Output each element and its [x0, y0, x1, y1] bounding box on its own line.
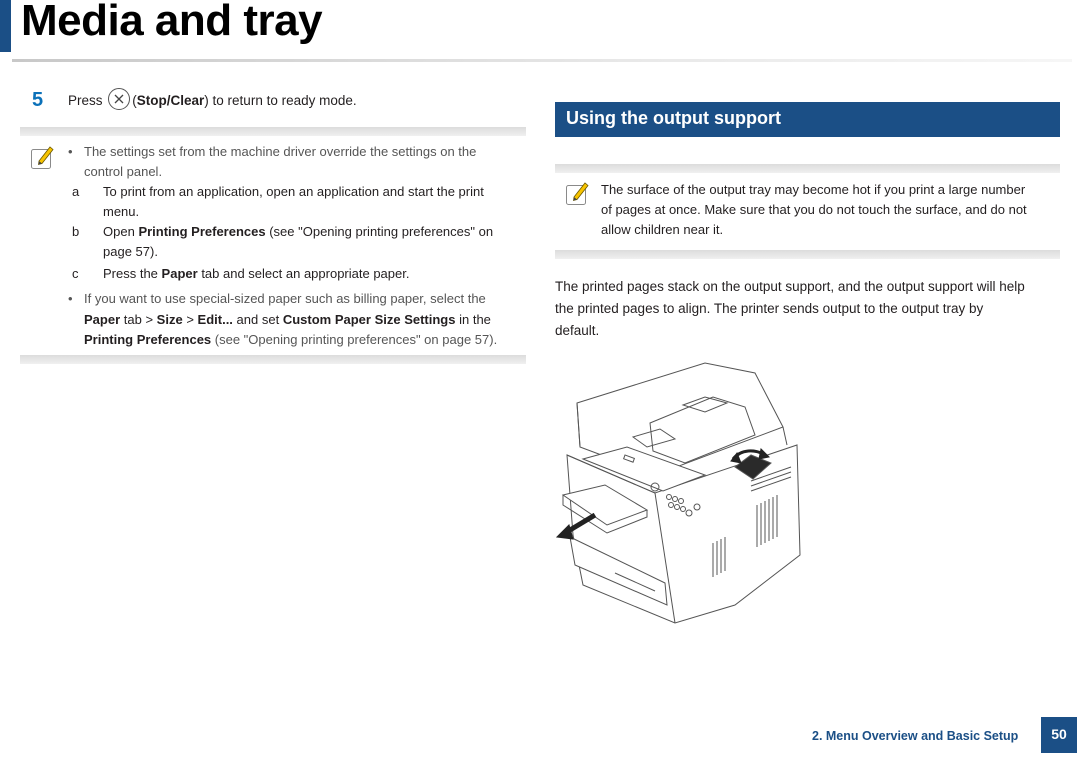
- note-sub-b: b Open Printing Preferences (see "Opening printing preferences" on: [72, 224, 494, 239]
- note-bullet-1-cont: control panel.: [84, 164, 163, 179]
- stop-clear-label: Stop/Clear: [136, 93, 205, 108]
- body-line-3: default.: [555, 323, 600, 338]
- note2-top-band: [555, 164, 1060, 173]
- note-pencil-icon: [565, 180, 591, 206]
- note-bullet-2: • If you want to use special-sized paper such as billing paper, select the: [68, 291, 486, 306]
- step-5: [20, 86, 530, 110]
- note2-line-2: of pages at once. Make sure that you do not touch the surface, and do not: [601, 202, 1027, 217]
- step-number: 5: [32, 89, 44, 111]
- body-paragraph: [555, 276, 1060, 342]
- note2-line-1: The surface of the output tray may become hot if you print a large number: [601, 182, 1026, 197]
- step-text: Press (Stop/Clear) to return to ready mode.: [68, 88, 357, 110]
- title-accent-bar: [0, 0, 11, 52]
- note-bottom-band: [20, 355, 526, 364]
- note-pencil-icon: [30, 144, 56, 170]
- title-rule: [12, 59, 1072, 62]
- note-sub-c: c Press the Paper tab and select an appropriate paper.: [72, 266, 410, 281]
- page-title: Media and tray: [21, 0, 323, 45]
- step-press: Press: [68, 93, 103, 108]
- note2-bottom-band: [555, 250, 1060, 259]
- note-box-settings: [20, 127, 526, 365]
- section-header: [555, 102, 1060, 137]
- note-sub-a: a To print from an application, open an application and start the print: [72, 184, 484, 199]
- note-bullet-1: • The settings set from the machine driver override the settings on the: [68, 144, 477, 159]
- section-title: Using the output support: [566, 108, 781, 128]
- page-number-badge: [1041, 717, 1077, 753]
- body-line-1: The printed pages stack on the output support, and the output support will help: [555, 279, 1025, 294]
- note-sub-b-cont: page 57).: [103, 244, 158, 259]
- note-sub-a-cont: menu.: [103, 204, 140, 219]
- stop-clear-icon: [108, 88, 130, 110]
- printer-output-support-illustration: [555, 355, 805, 627]
- page-number: 50: [1051, 726, 1067, 742]
- body-line-2: the printed pages to align. The printer sends output to the output tray by: [555, 301, 984, 316]
- note-top-band: [20, 127, 526, 136]
- note-box-hot-surface: [555, 164, 1060, 260]
- footer-chapter-link[interactable]: 2. Menu Overview and Basic Setup: [812, 729, 1019, 743]
- note-bullet-2-cont-2: Printing Preferences (see "Opening printing preferences" on page 57).: [84, 332, 498, 347]
- note2-content: [601, 180, 1059, 240]
- note-bullet-2-cont-1: Paper tab > Size > Edit... and set Custom Paper Size Settings in the: [84, 312, 491, 327]
- note2-line-3: allow children near it.: [601, 222, 724, 237]
- step-rest: to return to ready mode.: [212, 93, 357, 108]
